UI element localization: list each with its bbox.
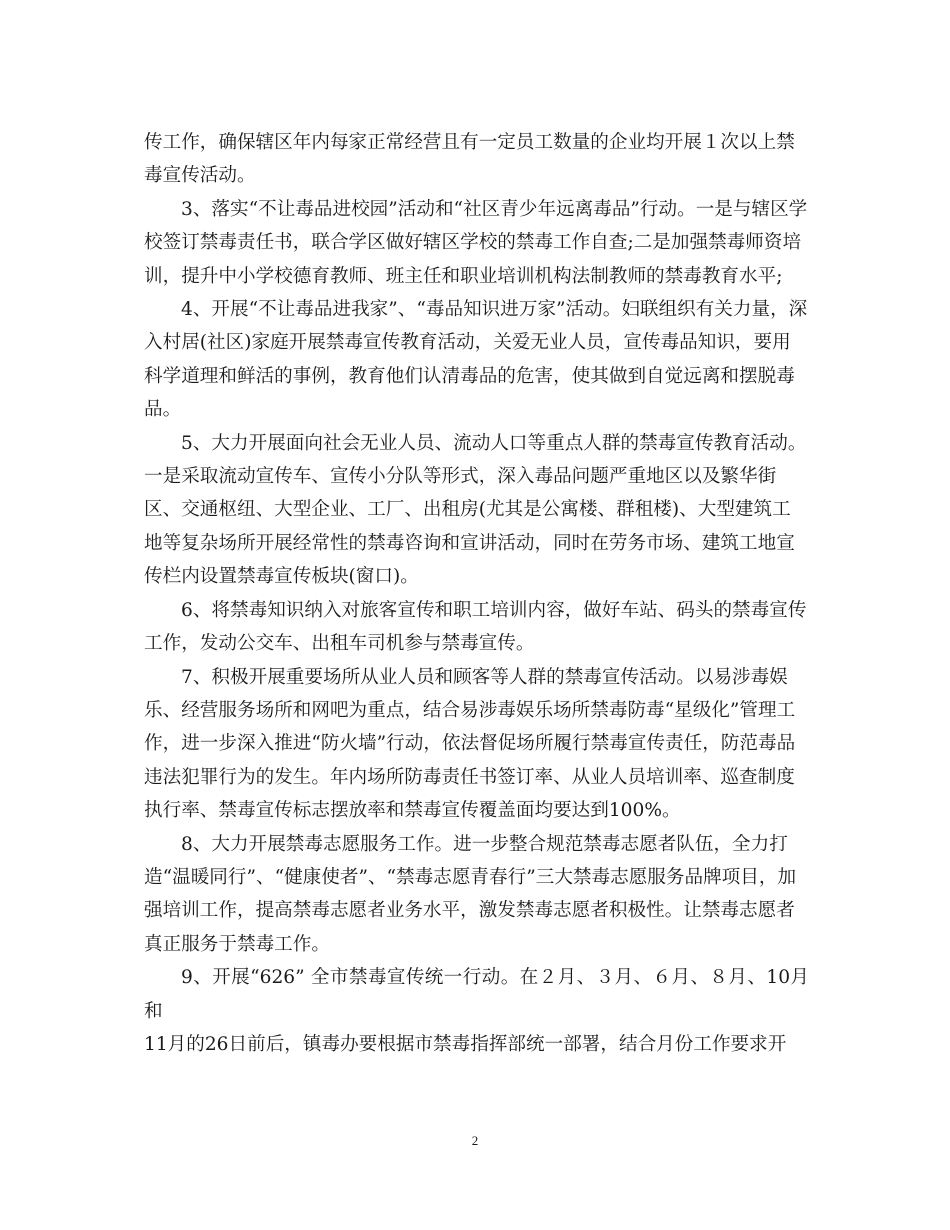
paragraph-item-5: 5、大力开展面向社会无业人员、流动人口等重点人群的禁毒宣传教育活动。 一是采取流动宣传车、宣传小分队等形式，深入毒品问题严重地区以及繁华街 区、交通枢纽、大型企业、工厂、出租房(尤其是公寓楼、群租楼)、大型建筑工 地等复杂场所开展经常性的禁毒咨询和宣讲活动，同时在劳务市场、建筑工地宣 传栏内设置禁毒宣传板块(窗口)。 [144, 432, 807, 588]
paragraph-item-4: 4、开展“不让毒品进我家”、“毒品知识进万家”活动。妇联组织有关力量，深 入村居(社区)家庭开展禁毒宣传教育活动，关爱无业人员，宣传毒品知识，要用 科学道理和鲜活的事例，教育他们认清毒品的危害，使其做到自觉远离和摆脱毒 品。 [144, 299, 808, 421]
document-body [144, 126, 809, 1061]
paragraph-item-7: 7、积极开展重要场所从业人员和顾客等人群的禁毒宣传活动。以易涉毒娱 乐、经营服务场所和网吧为重点，结合易涉毒娱乐场所禁毒防毒“星级化”管理工 作，进一步深入推进“防火墙”行动，依法督促场所履行禁毒宣传责任，防范毒品 违法犯罪行为的发生。年内场所防毒责任书签订率、从业人员培训率、巡查制度 执行率、禁毒宣传标志摆放率和禁毒宣传覆盖面均要达到100%。 [144, 666, 796, 822]
paragraph-item-8: 8、大力开展禁毒志愿服务工作。进一步整合规范禁毒志愿者队伍，全力打 造“温暖同行”、“健康使者”、“禁毒志愿青春行”三大禁毒志愿服务品牌项目，加 强培训工作，提高禁毒志愿者业务水平，激发禁毒志愿者积极性。让禁毒志愿者 真正服务于禁毒工作。 [144, 833, 797, 955]
paragraph-item-9: 9、开展“626” 全市禁毒宣传统一行动。在２月、３月、６月、８月、10月和 11月的26日前后，镇毒办要根据市禁毒指挥部统一部署，结合月份工作要求开 [144, 967, 809, 1055]
paragraph-item-6: 6、将禁毒知识纳入对旅客宣传和职工培训内容，做好车站、码头的禁毒宣传 工作，发动公交车、出租车司机参与禁毒宣传。 [144, 599, 807, 655]
page-number: 2 [471, 1133, 479, 1148]
paragraph-item-3: 3、落实“不让毒品进校园”活动和“社区青少年远离毒品”行动。一是与辖区学 校签订禁毒责任书，联合学区做好辖区学校的禁毒工作自查;二是加强禁毒师资培 训，提升中小学校德育教师、班主任和职业培训机构法制教师的禁毒教育水平; [144, 198, 808, 287]
paragraph-continuation: 传工作，确保辖区年内每家正常经营且有一定员工数量的企业均开展１次以上禁 毒宣传活动。 [144, 132, 795, 187]
